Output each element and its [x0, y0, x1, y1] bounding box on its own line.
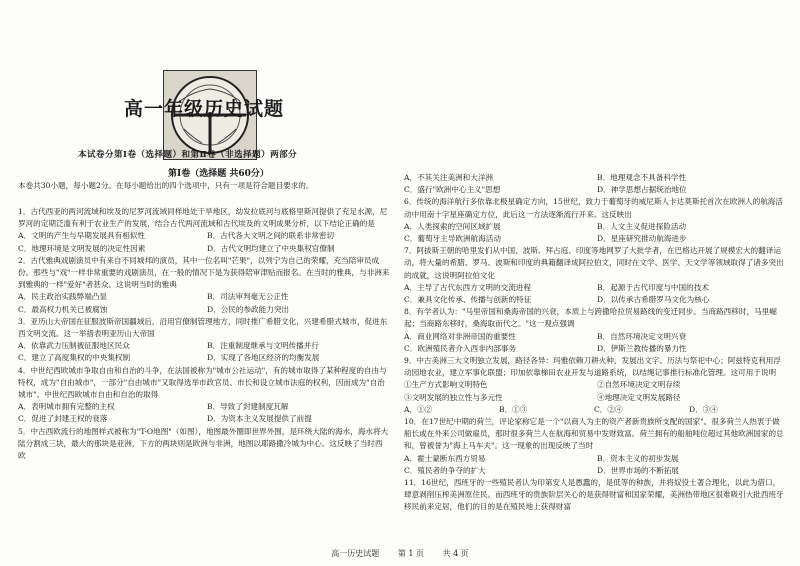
question	[404, 196, 784, 245]
option[interactable]: A．民主政治实践弊端凸显	[18, 292, 108, 302]
footer-page: 第 1 页	[397, 549, 424, 558]
option[interactable]: A．表明城市拥有完整的主权	[18, 402, 115, 412]
option[interactable]: B．司法审判毫无公正性	[207, 292, 289, 302]
question	[18, 426, 390, 463]
option[interactable]: D．公民的参政能力突出	[207, 304, 290, 314]
choice[interactable]: A．①②	[404, 404, 433, 414]
section-note-text: 本卷共30小题，每小题2分。在每小题给出的四个选项中，只有一项是符合题目要求的。	[18, 181, 314, 190]
option[interactable]: C．盛行"欧洲中心主义"思想	[404, 185, 501, 195]
question	[404, 416, 784, 477]
question-stem: 10．在17世纪中期的荷兰，评论家称它是一个"以商人为主的资产者新贵族所支配的国家"。很多荷兰人热衷于做船长或在外来公司做雇员，那时很多荷兰人在航海和贸易中发财致富。荷兰拥有的船舶吨位超过其他欧洲国家的总和，曾被誉为"海上马车夫"。这一现象的出现反映了当时	[404, 417, 784, 451]
option[interactable]: A．人类探索的空间区域扩展	[404, 221, 501, 231]
option[interactable]: D．世界市场的不断拓展	[597, 465, 680, 475]
left-question-list	[18, 206, 390, 462]
question-stem: 7．阿拔斯王朝的哈里发们从中国、波斯、拜占庭、印度等地网罗了大批学者，在巴格达开展了规模宏大的翻译运动，将大量的希腊、罗马、波斯和印度的典籍翻译成阿拉伯文，同时在文学、医学、天文学等领域取得了诸多突出的成就，这说明阿拉伯文化	[404, 246, 784, 280]
question	[18, 255, 390, 316]
option[interactable]: D．为资本主义发展提供了前提	[207, 414, 312, 424]
question-options	[404, 282, 784, 306]
question	[404, 477, 784, 514]
exam-title: 高一年级历史试题	[123, 98, 284, 120]
option[interactable]: ③文明发展的独立性与多元性	[404, 392, 503, 402]
question-options	[404, 379, 784, 403]
question	[404, 355, 784, 416]
option[interactable]: C．促进了封建王权的衰落	[18, 414, 108, 424]
section-title: 第Ⅰ卷（选择题 共60分）	[168, 169, 269, 179]
question	[18, 316, 390, 365]
option[interactable]: A．不其关注美洲和大洋洲	[404, 173, 494, 182]
option[interactable]: C．葡萄牙主导欧洲航海活动	[404, 234, 501, 244]
question-options	[404, 221, 784, 245]
right-question-list	[404, 172, 784, 514]
option[interactable]: D．古代文明均建立了中央集权官僚制	[207, 243, 335, 253]
exam-intro: 本试卷分第Ⅰ卷（选择题）和第Ⅱ卷（非选择题）两部分	[78, 150, 298, 160]
option[interactable]: ④地理决定文明发展路径	[597, 392, 681, 402]
left-column	[18, 0, 390, 540]
option[interactable]: A．依靠武力压制被征服地区民众	[18, 341, 130, 351]
option[interactable]: B．导致了封建制度瓦解	[207, 402, 289, 412]
option[interactable]: C．欧洲殖民者介入西非内部事务	[404, 343, 517, 353]
option[interactable]: B．注重制度继承与文明传播并行	[207, 341, 319, 351]
question	[404, 245, 784, 306]
question-options	[18, 340, 390, 364]
option[interactable]: A．霍士蒙断东西方贸易	[404, 453, 486, 463]
option[interactable]: B．古代各大文明之间的联系非常密切	[207, 231, 335, 241]
question-stem: 8．有学者认为："马里帝国和桑海帝国的兴衰，本质上与跨撒哈拉贸易路线的变迁同步。当商路西移时，马里崛起；当商路东移时，桑海取而代之。"这一观点强调	[404, 307, 777, 329]
option[interactable]: B．地理观念不具备科学性	[597, 173, 687, 182]
choice[interactable]: C．②④	[594, 404, 623, 414]
question	[404, 306, 784, 355]
option[interactable]: C．地理环境是文明发展的决定性因素	[18, 243, 146, 253]
option[interactable]: B．资本主义的初步发展	[597, 453, 679, 463]
question-options	[18, 291, 390, 315]
choice[interactable]: B．①③	[499, 404, 528, 414]
footer-subject: 高一历史试题	[331, 549, 380, 558]
option[interactable]: B．人文主义促进探险活动	[597, 221, 687, 231]
option[interactable]: D．伊斯兰教传播的暴力性	[597, 343, 687, 353]
option[interactable]: C．最高权力机关已被腐蚀	[18, 304, 108, 314]
choice[interactable]: D．③④	[689, 404, 718, 414]
question	[404, 172, 784, 196]
option[interactable]: B．起源于古代印度与中国的技术	[597, 282, 709, 292]
question-stem: 2．古代雅典戏剧演员中有来自不同城邦的演员，其中一位名叫"芒果"，以列宁为自己的荣耀，充当陪审员成份。那些与"戏"一样非常重要的戏剧演员，在一般的情况下是为获得陪审津贴而报名。在当时的雅典，与非洲来到雅典的一样"爱好"者甚众。这说明当时的雅典	[18, 255, 390, 290]
question-stem: 3．亚历山大帝国在征服波斯帝国疆域后，沿用官僚制管理地方，同时推广希腊文化，兴建希腊式城市，促进东西文明交流。这一举措表明亚历山大帝国	[18, 316, 388, 339]
option[interactable]: B．自然环境决定文明兴衰	[597, 331, 687, 341]
option[interactable]: D．神学思想占据统治地位	[597, 185, 687, 195]
question	[18, 206, 390, 255]
question-options	[404, 453, 784, 477]
question-options	[18, 401, 390, 425]
question-stem: 6．传统的海洋航行多依靠北极星确定方向，15世纪，致力于葡萄牙的威尼斯人卡达莫斯托首次在欧洲人的航海活动中用南十字星座确定方位，此后这一方法逐渐流行开来。这反映出	[404, 197, 783, 219]
footer-total: 共 4 页	[442, 549, 469, 558]
question-stem: 4．中世纪西欧城市争取自由和自治的斗争，在法国被称为"城市公社运动"，有的城市取得了某种程度的自由与特权，成为"自由城市"，一部分"自由城市"又取得选举市政官员、市长和设立城市法庭的权利，因而成为"自治城市"。中世纪西欧城市自由和自治的取得	[18, 365, 387, 400]
right-column	[404, 0, 784, 540]
option[interactable]: A．商业网络对非洲帝国的重要性	[404, 331, 516, 341]
option[interactable]: ②自然环境决定文明存续	[597, 380, 681, 390]
question-stem: 11．16世纪，西班牙的一些殖民者认为印第安人是愚蠢的，是低等的种族，并将奴役土著合理化，以此为借口，肆意剥削压榨美洲原住民。而西班牙的贵族阶层关心的是获得财富和国家荣耀，美洲热带地区很难吸引大批西班牙移民前来定居，他们的目的是在殖民地上获得财富	[404, 478, 784, 512]
page-footer	[0, 548, 800, 559]
option[interactable]: D．星座研究推动航海进步	[597, 234, 687, 244]
question	[18, 365, 390, 426]
question-stem: 9．中古美洲三大文明独立发展，路径各异：玛雅依赖刀耕火种，发展出文字、历法与祭祀中心；阿兹特克利用浮动园地农业，建立军事化联盟；印加依靠梯田农业开发与道路系统，以结绳记事推行标准化管理。这可用于说明	[404, 356, 781, 378]
option[interactable]: D．以传承古希腊罗马文化为核心	[597, 295, 710, 305]
question-choices	[404, 404, 784, 416]
section-note	[18, 180, 390, 192]
question-options	[404, 331, 784, 355]
question-stem: 5．中古西欧流行的地图样式被称为"T-O地图"（如图），地图最外圈即世界外围，是环绕大陆的海水，海水将大陆分割成三块，最大的那块是亚洲，下方的两块则是欧洲与非洲，地图以耶路撒冷城为中心。这反映了当时西欧	[18, 426, 389, 461]
option[interactable]: D．实现了各地区经济的均衡发展	[207, 353, 320, 363]
option[interactable]: ①生产方式影响文明特色	[404, 380, 488, 390]
question-options	[18, 230, 390, 254]
option[interactable]: A．文明的产生与早期发展具有相似性	[18, 231, 145, 241]
question-options	[404, 172, 784, 196]
question-stem: 1．古代西亚的两河流域和埃及的尼罗河流域同样地处干旱地区，幼发拉底河与底格里斯河提供了充足水源，尼罗河的定期泛滥有利于农业生产的发展，结合古代两河流域和古代埃及的文明成果分析，以下结论正确的是	[18, 207, 388, 229]
option[interactable]: C．建立了高度集权的中央集权制	[18, 353, 131, 363]
option[interactable]: C．兼具文化传承、传播与创新的特征	[404, 295, 532, 305]
option[interactable]: A．主导了古代东西方文明的交流进程	[404, 282, 531, 292]
option[interactable]: C．殖民者的争夺的扩大	[404, 465, 486, 475]
